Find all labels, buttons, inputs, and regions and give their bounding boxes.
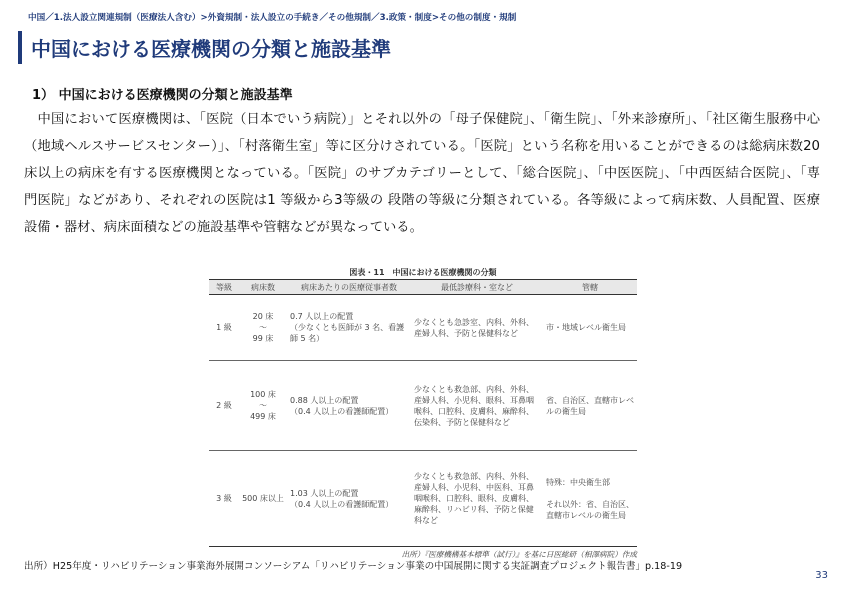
cell-departments: 少なくとも救急部、内科、外科、産婦人科、小児科、眼科、耳鼻咽喉科、口腔科、皮膚科、麻酔科、伝染科、予防と保健科など [411, 361, 543, 451]
cell-departments: 少なくとも急診室、内科、外科、産婦人科、予防と保健科など [411, 295, 543, 361]
table-row [209, 451, 637, 547]
table-header-row [209, 280, 637, 295]
cell-grade: 1 級 [209, 295, 239, 361]
cell-grade: 3 級 [209, 451, 239, 547]
page-number: 33 [815, 570, 828, 581]
cell-beds: 20 床 ～ 99 床 [239, 295, 287, 361]
cell-jurisdiction: 省、自治区、直轄市レベルの衛生局 [543, 361, 637, 451]
cell-departments: 少なくとも救急部、内科、外科、産婦人科、小児科、中医科、耳鼻咽喉科、口腔科、眼科、皮膚科、麻酔科、リハビリ科、予防と保健科など [411, 451, 543, 547]
cell-jurisdiction: 特殊：中央衛生部 それ以外：省、自治区、直轄市レベルの衛生局 [543, 451, 637, 547]
header-jurisdiction: 管轄 [543, 280, 637, 295]
page-title: 中国における医療機関の分類と施設基準 [31, 37, 391, 61]
cell-staff: 0.88 人以上の配置 （0.4 人以上の看護師配置） [287, 361, 411, 451]
section-heading: 1） 中国における医療機関の分類と施設基準 [32, 88, 293, 103]
title-accent-bar [18, 31, 22, 64]
grade-table [209, 279, 637, 547]
cell-staff: 1.03 人以上の配置 （0.4 人以上の看護師配置） [287, 451, 411, 547]
header-beds: 病床数 [239, 280, 287, 295]
table-row [209, 295, 637, 361]
header-grade: 等級 [209, 280, 239, 295]
cell-beds: 500 床以上 [239, 451, 287, 547]
header-departments: 最低診療科・室など [411, 280, 543, 295]
footnote-source: 出所）H25年度・リハビリテーション事業海外展開コンソーシアム「リハビリテーション事業の中国展開に関する実証調査プロジェクト報告書」p.18-19 [24, 561, 683, 572]
cell-grade: 2 級 [209, 361, 239, 451]
breadcrumb: 中国／1.法人設立関連規制（医療法人含む）>外資規制・法人設立の手続き／その他規制／3.政策・制度>その他の制度・規制 [28, 13, 517, 23]
cell-jurisdiction: 市・地域レベル衛生局 [543, 295, 637, 361]
header-staff: 病床あたりの医療従事者数 [287, 280, 411, 295]
cell-staff: 0.7 人以上の配置 （少なくとも医師が 3 名、看護師 5 名） [287, 295, 411, 361]
figure-source: 出所）『医療機構基本標準（試行）』を基に日医総研（相澤病院）作成 [401, 550, 637, 559]
body-paragraph-text: 中国において医療機関は、「医院（日本でいう病院）」とそれ以外の「母子保健院」、「衛生院」、「外来診療所」、「社区衛生服務中心（地域ヘルスサービスセンター）」、「村落衛生室」等に区分けされている。「医院」という名称を用いることができるのは総病床数20床以上の病床を有する医療機関となっている。「医院」のサブカテゴリーとして、「総合医院」、「中医医院」、「中西医結合医院」、「専門医院」などがあり、それぞれの医院は1 等級から3等級の 段階の等級に分類されている。各等級によって病床数、人員配置、医療設備・器材、病床面積などの施設基準や管轄などが異なっている。 [24, 112, 820, 235]
figure-medical-institution-classification [209, 266, 637, 559]
body-paragraph [24, 106, 820, 241]
figure-title: 図表・11 中国における医療機関の分類 [349, 268, 497, 277]
cell-beds: 100 床 ～ 499 床 [239, 361, 287, 451]
table-row [209, 361, 637, 451]
